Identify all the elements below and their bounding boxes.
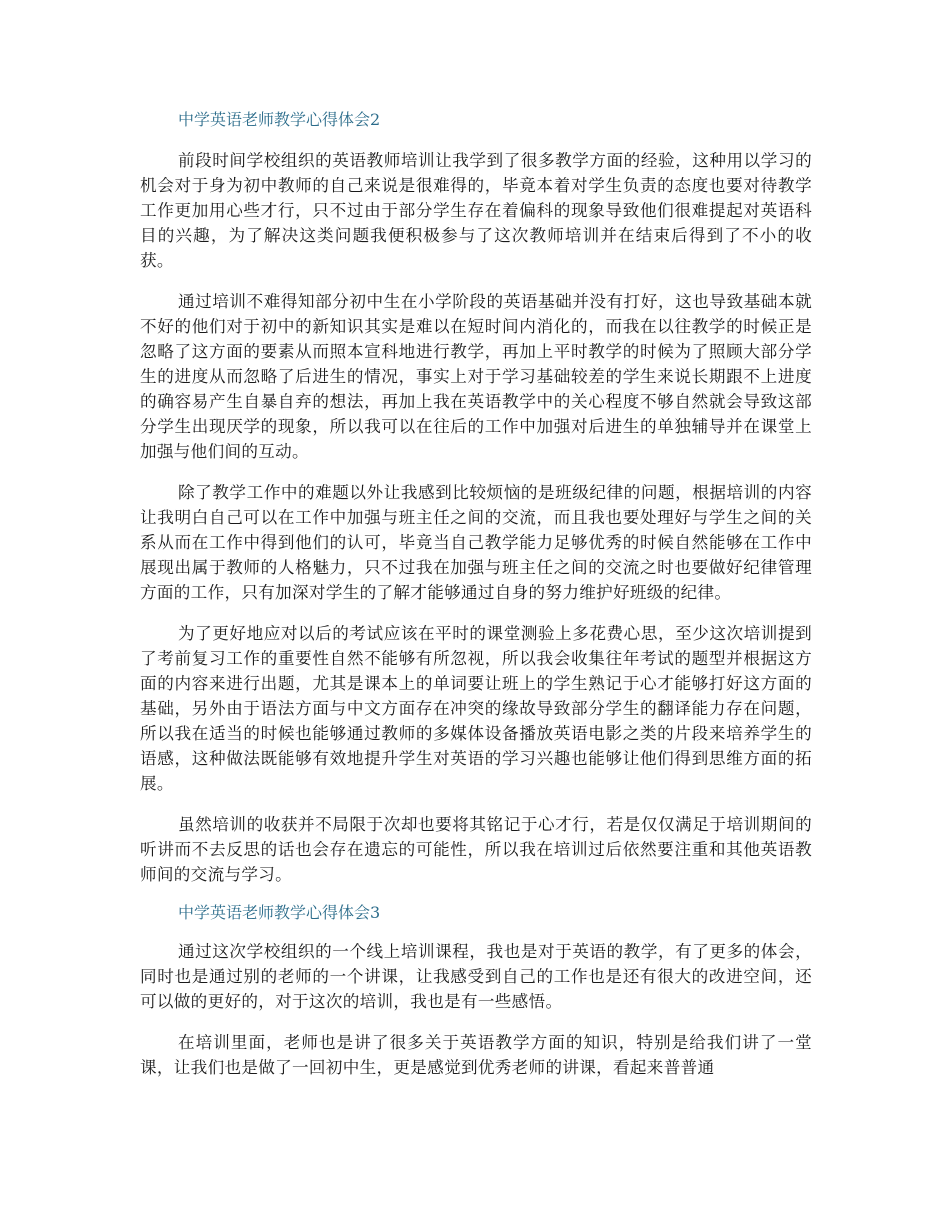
section-heading-3: 中学英语老师教学心得体会3 <box>178 903 381 922</box>
paragraph: 虽然培训的收获并不局限于次却也要将其铭记于心才行，若是仅仅满足于培训期间的听讲而不去反思的话也会存在遗忘的可能性，所以我在培训过后依然要注重和其他英语教师间的交流与学习。 <box>140 815 812 884</box>
document-page <box>140 100 812 1080</box>
paragraph: 为了更好地应对以后的考试应该在平时的课堂测验上多花费心思，至少这次培训提到了考前复习工作的重要性自然不能够有所忽视，所以我会收集往年考试的题型并根据这方面的内容来进行出题，尤其是课本上的单词要让班上的学生熟记于心才能够打好这方面的基础，另外由于语法方面与中文方面存在冲突的缘故导致部分学生的翻译能力存在问题，所以我在适当的时候也能够通过教师的多媒体设备播放英语电影之类的片段来培养学生的语感，这种做法既能够有效地提升学生对英语的学习兴趣也能够让他们得到思维方面的拓展。 <box>140 624 812 793</box>
paragraph: 除了教学工作中的难题以外让我感到比较烦恼的是班级纪律的问题，根据培训的内容让我明白自己可以在工作中加强与班主任之间的交流，而且我也要处理好与学生之间的关系从而在工作中得到他们的认可，毕竟当自己教学能力足够优秀的时候自然能够在工作中展现出属于教师的人格魅力，只不过我在加强与班主任之间的交流之时也要做好纪律管理方面的工作，只有加深对学生的了解才能够通过自身的努力维护好班级的纪律。 <box>140 483 812 602</box>
paragraph: 通过培训不难得知部分初中生在小学阶段的英语基础并没有打好，这也导致基础本就不好的他们对于初中的新知识其实是难以在短时间内消化的，而我在以往教学的时候正是忽略了这方面的要素从而照本宣科地进行教学，再加上平时教学的时候为了照顾大部分学生的进度从而忽略了后进生的情况，事实上对于学习基础较差的学生来说长期跟不上进度的确容易产生自暴自弃的想法，再加上我在英语教学中的关心程度不够自然就会导致这部分学生出现厌学的现象，所以我可以在往后的工作中加强对后进生的单独辅导并在课堂上加强与他们间的互动。 <box>140 292 812 461</box>
paragraph: 在培训里面，老师也是讲了很多关于英语教学方面的知识，特别是给我们讲了一堂课，让我们也是做了一回初中生，更是感觉到优秀老师的讲课，看起来普普通 <box>140 1033 812 1077</box>
paragraph: 前段时间学校组织的英语教师培训让我学到了很多教学方面的经验，这种用以学习的机会对于身为初中教师的自己来说是很难得的，毕竟本着对学生负责的态度也要对待教学工作更加用心些才行，只不过由于部分学生存在着偏科的现象导致他们很难提起对英语科目的兴趣，为了解决这类问题我便积极参与了这次教师培训并在结束后得到了不小的收获。 <box>140 151 812 270</box>
section-heading-2: 中学英语老师教学心得体会2 <box>178 110 381 129</box>
paragraph: 通过这次学校组织的一个线上培训课程，我也是对于英语的教学，有了更多的体会，同时也是通过别的老师的一个讲课，让我感受到自己的工作也是还有很大的改进空间，还可以做的更好的，对于这次的培训，我也是有一些感悟。 <box>140 942 812 1011</box>
